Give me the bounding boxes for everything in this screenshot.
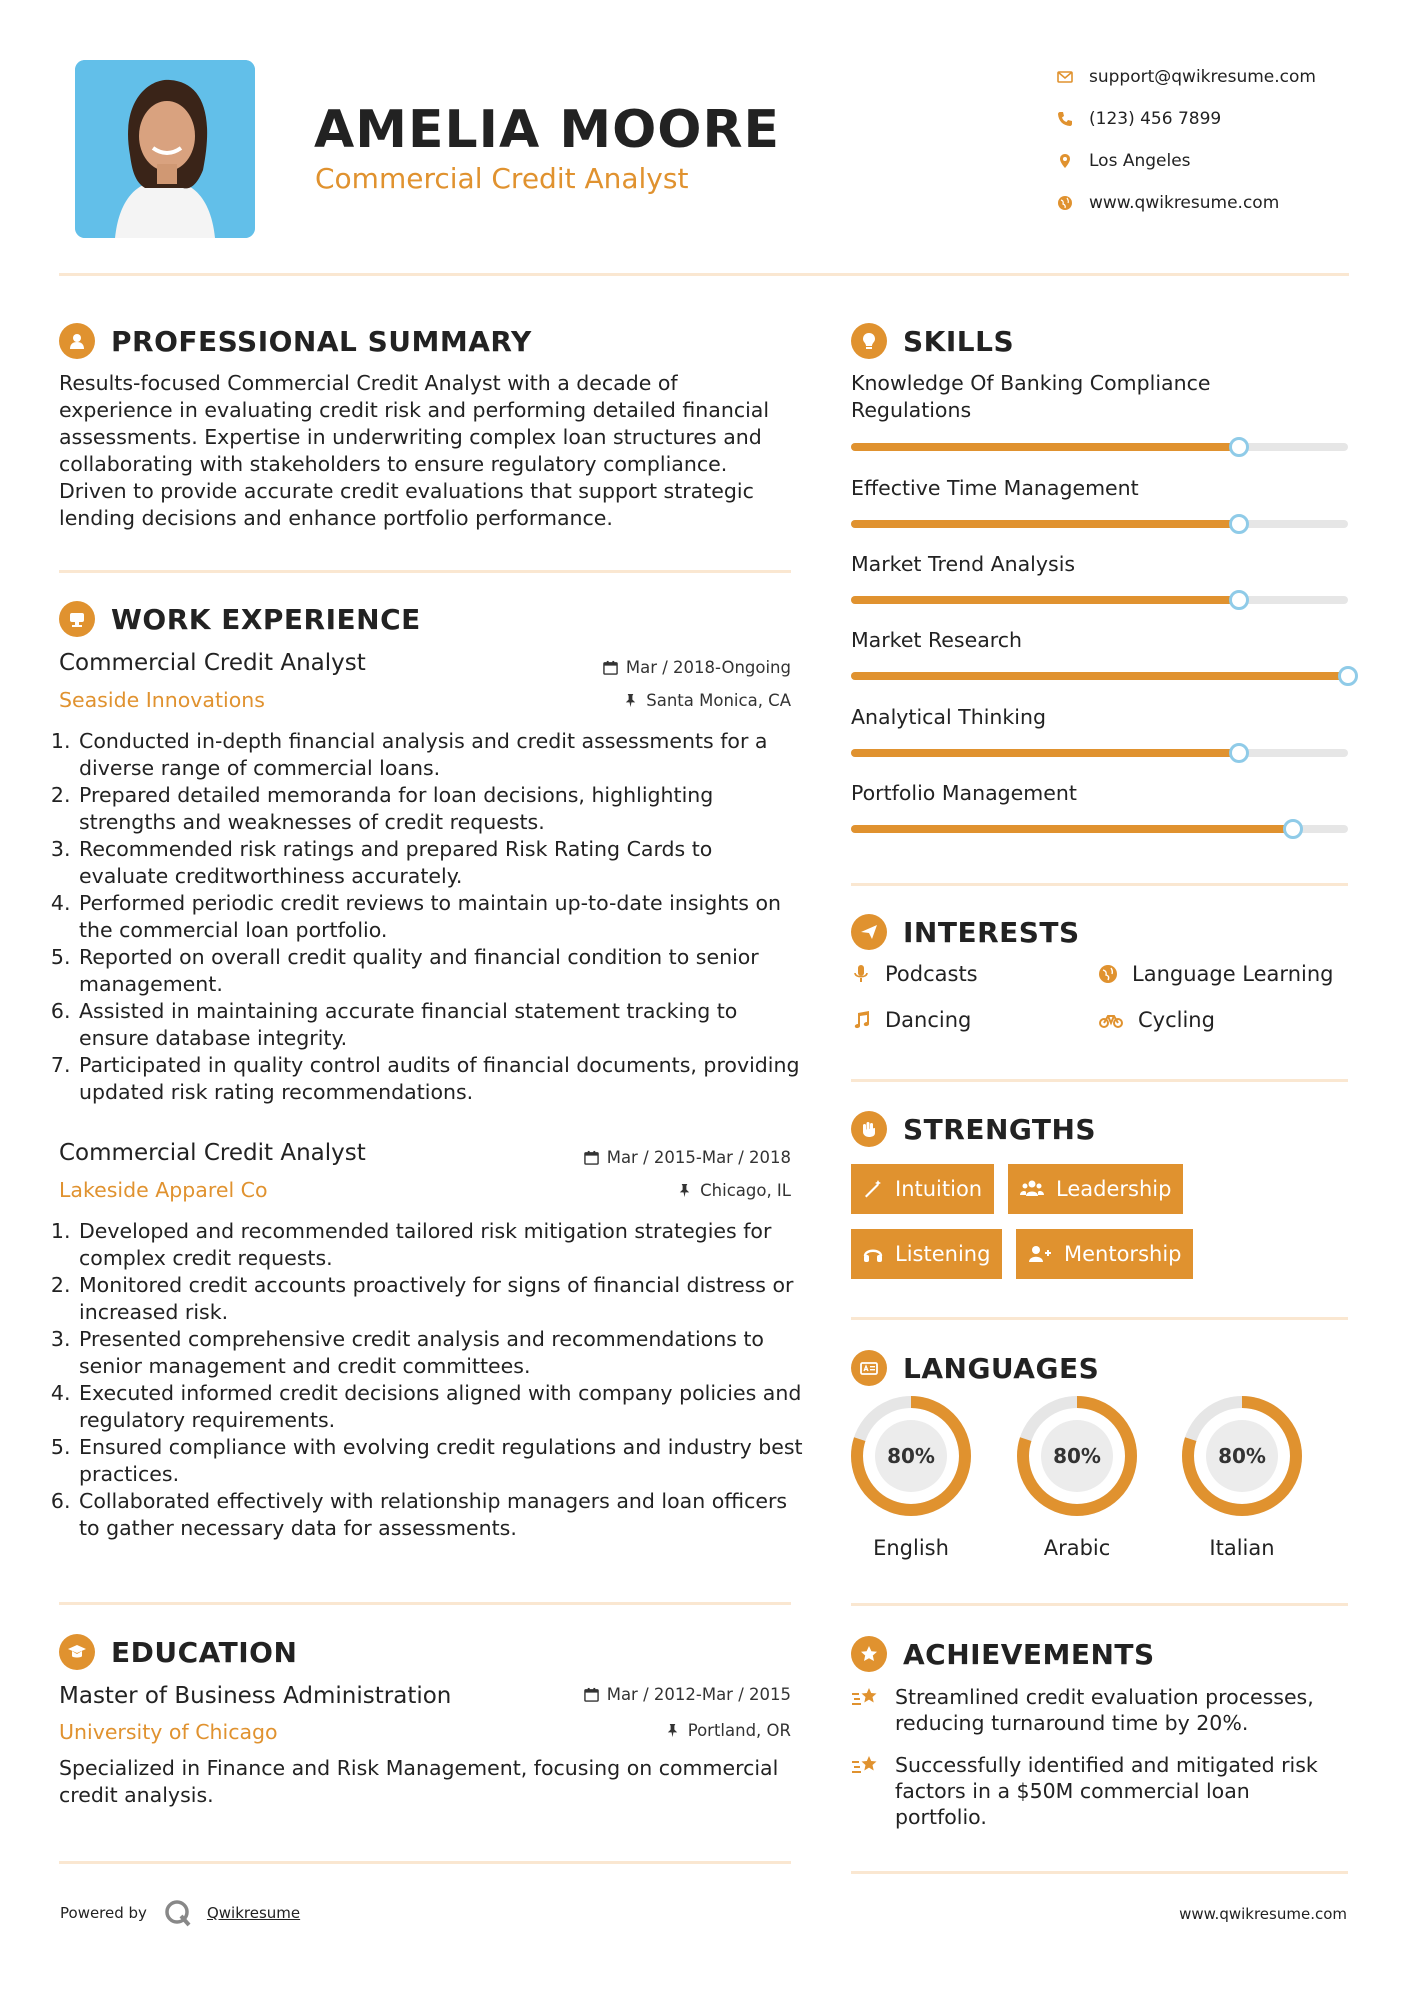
candidate-role: Commercial Credit Analyst bbox=[315, 162, 689, 195]
skill-name: Knowledge Of Banking Compliance Regulations bbox=[851, 371, 1211, 422]
globe-icon bbox=[1055, 195, 1089, 211]
globe-icon bbox=[1098, 964, 1118, 984]
education-description: Specialized in Finance and Risk Management, focusing on commercial credit analysis. bbox=[59, 1756, 779, 1807]
strength-badge bbox=[851, 1229, 1002, 1279]
bicycle-icon bbox=[1098, 1010, 1124, 1030]
lightbulb-icon bbox=[851, 323, 887, 359]
interests-title: INTERESTS bbox=[903, 915, 1080, 949]
job-1-location bbox=[520, 691, 791, 710]
summary-heading bbox=[59, 323, 532, 359]
language-name: English bbox=[873, 1536, 949, 1560]
pushpin-icon bbox=[677, 1183, 692, 1198]
job-1-title: Commercial Credit Analyst bbox=[59, 650, 366, 676]
achievements-title: ACHIEVEMENTS bbox=[903, 1637, 1155, 1671]
summary-divider bbox=[59, 570, 791, 573]
skill-bar bbox=[851, 596, 1348, 604]
language-item bbox=[1015, 1394, 1139, 1560]
skill-bar bbox=[851, 825, 1348, 833]
skills-heading bbox=[851, 323, 1014, 359]
work-heading bbox=[59, 601, 421, 637]
interest-item bbox=[851, 1008, 971, 1032]
language-percent: 80% bbox=[1218, 1444, 1266, 1468]
interest-item bbox=[851, 962, 978, 986]
duty-item: 2. Prepared detailed memoranda for loan decisions, highlighting strengths and weaknesses of credit requests. bbox=[77, 782, 804, 836]
achievement-text: Successfully identified and mitigated risk factors in a $50M commercial loan portfolio. bbox=[895, 1753, 1318, 1829]
contact-email[interactable] bbox=[1055, 56, 1385, 98]
skill-bar-knob bbox=[1338, 666, 1358, 686]
contact-phone-text: (123) 456 7899 bbox=[1089, 109, 1222, 129]
skill-bar-knob bbox=[1283, 819, 1303, 839]
languages-title: LANGUAGES bbox=[903, 1351, 1100, 1385]
achievements-divider bbox=[851, 1871, 1348, 1874]
shooting-star-icon bbox=[851, 1752, 881, 1778]
music-note-icon bbox=[851, 1010, 871, 1030]
briefcase-icon bbox=[59, 601, 95, 637]
language-percent: 80% bbox=[1053, 1444, 1101, 1468]
language-item bbox=[849, 1394, 973, 1560]
duty-item: 3. Presented comprehensive credit analysis and recommendations to senior management and credit committees. bbox=[77, 1326, 804, 1380]
summary-title: PROFESSIONAL SUMMARY bbox=[111, 324, 532, 358]
duty-item: 1. Developed and recommended tailored risk mitigation strategies for complex credit requests. bbox=[77, 1218, 804, 1272]
skills-title: SKILLS bbox=[903, 324, 1015, 358]
graduation-cap-icon bbox=[59, 1634, 95, 1670]
job-2-dates bbox=[520, 1148, 791, 1167]
job-2-title: Commercial Credit Analyst bbox=[59, 1140, 366, 1166]
achievement-item bbox=[851, 1684, 1341, 1736]
skill-name: Effective Time Management bbox=[851, 476, 1139, 500]
envelope-icon bbox=[1055, 69, 1089, 85]
profile-photo bbox=[75, 60, 255, 238]
strengths-title: STRENGTHS bbox=[903, 1112, 1097, 1146]
education-location-text: Portland, OR bbox=[687, 1721, 791, 1740]
skill-bar-knob bbox=[1229, 514, 1249, 534]
skill-bar bbox=[851, 520, 1348, 528]
duty-item: 1. Conducted in-depth financial analysis and credit assessments for a diverse range of commercial loans. bbox=[77, 728, 804, 782]
job-1-company: Seaside Innovations bbox=[59, 688, 265, 712]
user-icon bbox=[59, 323, 95, 359]
skills-divider bbox=[851, 883, 1348, 886]
fist-icon bbox=[851, 1111, 887, 1147]
qwikresume-logo-icon bbox=[163, 1898, 193, 1928]
user-plus-icon bbox=[1028, 1244, 1052, 1264]
interest-label: Dancing bbox=[885, 1008, 972, 1032]
phone-icon bbox=[1055, 111, 1089, 127]
interest-label: Language Learning bbox=[1132, 962, 1334, 986]
duty-item: 5. Ensured compliance with evolving credit regulations and industry best practices. bbox=[77, 1434, 804, 1488]
job-2-location-text: Chicago, IL bbox=[700, 1181, 791, 1200]
strengths-heading bbox=[851, 1111, 1096, 1147]
interest-label: Cycling bbox=[1138, 1008, 1215, 1032]
skill-name: Market Trend Analysis bbox=[851, 552, 1076, 576]
duty-item: 5. Reported on overall credit quality and financial condition to senior management. bbox=[77, 944, 804, 998]
skill-bar bbox=[851, 749, 1348, 757]
strength-badge bbox=[1016, 1229, 1193, 1279]
job-2-location bbox=[520, 1181, 791, 1200]
duty-item: 6. Collaborated effectively with relationship managers and loan officers to gather necessary data for assessments. bbox=[77, 1488, 804, 1542]
powered-by-label: Powered by bbox=[60, 1904, 147, 1922]
strengths-divider bbox=[851, 1317, 1348, 1320]
users-icon bbox=[1020, 1179, 1044, 1199]
skill-bar-fill bbox=[851, 672, 1348, 680]
job-1-duties bbox=[59, 728, 804, 1106]
skill-bar bbox=[851, 443, 1348, 451]
strength-label: Intuition bbox=[895, 1177, 983, 1201]
duty-item: 6. Assisted in maintaining accurate financial statement tracking to ensure database integrity. bbox=[77, 998, 804, 1052]
strength-badge bbox=[851, 1164, 994, 1214]
contact-list bbox=[1055, 56, 1385, 224]
job-1-location-text: Santa Monica, CA bbox=[646, 691, 791, 710]
language-percent: 80% bbox=[887, 1444, 935, 1468]
duty-item: 2. Monitored credit accounts proactively for signs of financial distress or increased risk. bbox=[77, 1272, 804, 1326]
languages-heading bbox=[851, 1350, 1099, 1386]
skill-bar-fill bbox=[851, 520, 1239, 528]
job-2-dates-text: Mar / 2015-Mar / 2018 bbox=[606, 1148, 791, 1167]
calendar-icon bbox=[603, 660, 618, 675]
contact-location-text: Los Angeles bbox=[1089, 151, 1191, 171]
language-item bbox=[1180, 1394, 1304, 1560]
map-pin-icon bbox=[1055, 153, 1089, 169]
job-2-duties bbox=[59, 1218, 804, 1542]
education-degree: Master of Business Administration bbox=[59, 1683, 452, 1709]
languages-divider bbox=[851, 1603, 1348, 1606]
skill-bar-fill bbox=[851, 443, 1239, 451]
skill-bar bbox=[851, 672, 1348, 680]
contact-website-text: www.qwikresume.com bbox=[1089, 193, 1280, 213]
interest-item bbox=[1098, 962, 1333, 986]
strength-label: Listening bbox=[895, 1242, 991, 1266]
skill-name: Market Research bbox=[851, 628, 1023, 652]
header-divider bbox=[59, 273, 1349, 276]
duty-item: 4. Performed periodic credit reviews to maintain up-to-date insights on the commercial loan portfolio. bbox=[77, 890, 804, 944]
pushpin-icon bbox=[623, 693, 638, 708]
achievement-item bbox=[851, 1752, 1341, 1830]
education-divider bbox=[59, 1861, 791, 1864]
achievements-heading bbox=[851, 1636, 1155, 1672]
skill-bar-fill bbox=[851, 825, 1293, 833]
duty-item: 3. Recommended risk ratings and prepared Risk Rating Cards to evaluate creditworthiness accurately. bbox=[77, 836, 804, 890]
strength-label: Leadership bbox=[1056, 1177, 1172, 1201]
skill-bar-knob bbox=[1229, 743, 1249, 763]
education-dates-text: Mar / 2012-Mar / 2015 bbox=[606, 1685, 791, 1704]
interests-divider bbox=[851, 1079, 1348, 1082]
footer-powered-by bbox=[60, 1898, 300, 1928]
contact-website[interactable] bbox=[1055, 182, 1385, 224]
skill-name: Analytical Thinking bbox=[851, 705, 1046, 729]
microphone-icon bbox=[851, 964, 871, 984]
skill-name: Portfolio Management bbox=[851, 781, 1077, 805]
calendar-icon bbox=[584, 1687, 599, 1702]
duty-item: 4. Executed informed credit decisions aligned with company policies and regulatory requirements. bbox=[77, 1380, 804, 1434]
contact-location bbox=[1055, 140, 1385, 182]
education-location bbox=[520, 1721, 791, 1740]
skill-bar-fill bbox=[851, 749, 1239, 757]
education-dates bbox=[520, 1685, 791, 1704]
job-1-dates-text: Mar / 2018-Ongoing bbox=[625, 658, 791, 677]
strength-label: Mentorship bbox=[1064, 1242, 1182, 1266]
interest-label: Podcasts bbox=[885, 962, 978, 986]
candidate-name: AMELIA MOORE bbox=[314, 100, 781, 160]
language-name: Arabic bbox=[1043, 1536, 1111, 1560]
job-1-dates bbox=[520, 658, 791, 677]
education-heading bbox=[59, 1634, 297, 1670]
skill-bar-knob bbox=[1229, 437, 1249, 457]
paper-plane-icon bbox=[851, 914, 887, 950]
footer-website[interactable]: www.qwikresume.com bbox=[1179, 1905, 1347, 1923]
work-title: WORK EXPERIENCE bbox=[111, 602, 421, 636]
shooting-star-icon bbox=[851, 1684, 881, 1710]
skill-bar-knob bbox=[1229, 590, 1249, 610]
language-name: Italian bbox=[1209, 1536, 1275, 1560]
interests-heading bbox=[851, 914, 1080, 950]
magic-wand-icon bbox=[863, 1179, 883, 1199]
work-divider bbox=[59, 1602, 791, 1605]
contact-email-text: support@qwikresume.com bbox=[1089, 67, 1316, 87]
strength-badge bbox=[1008, 1164, 1183, 1214]
job-2-company: Lakeside Apparel Co bbox=[59, 1178, 268, 1202]
skill-bar-fill bbox=[851, 596, 1239, 604]
star-badge-icon bbox=[851, 1636, 887, 1672]
contact-phone[interactable] bbox=[1055, 98, 1385, 140]
education-school: University of Chicago bbox=[59, 1720, 278, 1744]
headphones-icon bbox=[863, 1244, 883, 1264]
interest-item bbox=[1098, 1008, 1215, 1032]
portrait-image bbox=[75, 60, 255, 238]
achievement-text: Streamlined credit evaluation processes, reducing turnaround time by 20%. bbox=[895, 1685, 1314, 1735]
calendar-icon bbox=[584, 1150, 599, 1165]
duty-item: 7. Participated in quality control audits of financial documents, providing updated risk rating recommendations. bbox=[77, 1052, 804, 1106]
pushpin-icon bbox=[665, 1723, 680, 1738]
language-card-icon bbox=[851, 1350, 887, 1386]
brand-link[interactable]: Qwikresume bbox=[206, 1904, 301, 1922]
summary-text: Results-focused Commercial Credit Analyst with a decade of experience in evaluating credit risk and performing detailed financial assessments. Expertise in underwriting complex loan structures and collaborating with stakeholders to ensure regulatory compliance. Driven to provide accurate credit evaluations that support strategic lending decisions and enhance portfolio performance. bbox=[59, 371, 770, 530]
education-title: EDUCATION bbox=[111, 1635, 298, 1669]
